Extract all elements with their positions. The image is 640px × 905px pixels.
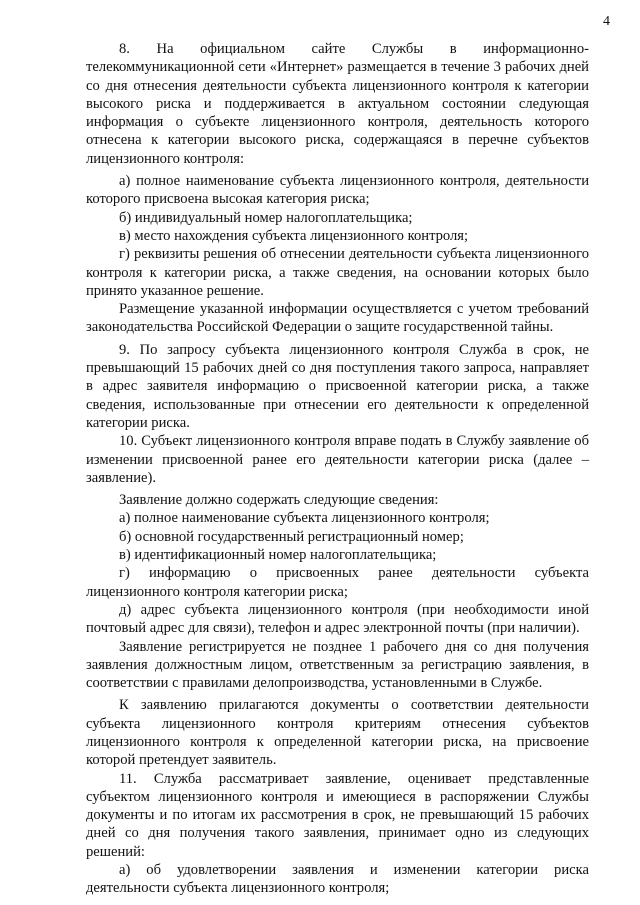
application-contents-intro: Заявление должно содержать следующие сведения:	[119, 492, 439, 509]
paragraph-9: 9. По запросу субъекта лицензионного контроля Служба в срок, не превышающий 15 рабочих дней со дня поступления такого запроса, направляет в адрес заявителя информацию о присвоенной категории риска, а также сведения, использованные при отнесении его деятельности к определенной категории риска.	[86, 341, 589, 431]
page-number: 4	[603, 14, 610, 29]
list-item-v: в) место нахождения субъекта лицензионного контроля;	[119, 227, 469, 244]
paragraph-disclosure-note: Размещение указанной информации осуществляется с учетом требований законодательства Российской Федерации о защите государственной тайны.	[86, 301, 589, 336]
application-item-d: д) адрес субъекта лицензионного контроля (при необходимости иной почтовый адрес для связи), телефон и адрес электронной почты (при наличии).	[86, 601, 589, 637]
decision-item-a: а) об удовлетворении заявления и изменении категории риска деятельности субъекта лицензионного контроля;	[86, 862, 589, 897]
attachments-paragraph: К заявлению прилагаются документы о соответствии деятельности субъекта лицензионного контроля критериям отнесения субъектов лицензионного контроля к определенной категории риска, на присвоение которой претендует заявитель.	[86, 697, 589, 769]
paragraph-8: 8. На официальном сайте Службы в информационно-телекоммуникационной сети «Интернет» размещается в течение 3 рабочих дней со дня отнесения деятельности субъекта лицензионного контроля к категории высокого риска и поддерживается в актуальном состоянии следующая информация о субъекте лицензионного контроля, деятельность которого отнесена к категории высокого риска, содержащаяся в перечне субъектов лицензионного контроля:	[86, 41, 589, 167]
list-item-b: б) индивидуальный номер налогоплательщика;	[119, 209, 413, 226]
registration-paragraph: Заявление регистрируется не позднее 1 рабочего дня со дня получения заявления должностным лицом, ответственным за регистрацию заявления, в соответствии с правилами делопроизводства, установленными в Службе.	[86, 638, 589, 692]
document-body	[86, 40, 589, 898]
list-item-g: г) реквизиты решения об отнесении деятельности субъекта лицензионного контроля к категории риска, а также сведения, на основании которых было принято указанное решение.	[86, 246, 589, 299]
application-item-b: б) основной государственный регистрационный номер;	[119, 528, 464, 545]
application-item-a: а) полное наименование субъекта лицензионного контроля;	[119, 510, 490, 527]
list-item-a: а) полное наименование субъекта лицензионного контроля, деятельности которого присвоена высокая категория риска;	[86, 173, 589, 208]
paragraph-10: 10. Субъект лицензионного контроля вправе подать в Службу заявление об изменении присвоенной ранее его деятельности категории риска (далее – заявление).	[86, 433, 589, 486]
paragraph-11: 11. Служба рассматривает заявление, оценивает представленные субъектом лицензионного контроля и имеющиеся в распоряжении Службы документы и по итогам их рассмотрения в срок, не превышающий 15 рабочих дней со дня получения такого заявления, принимает одно из следующих решений:	[86, 770, 589, 860]
application-item-v: в) идентификационный номер налогоплательщика;	[119, 547, 437, 564]
application-item-g: г) информацию о присвоенных ранее деятельности субъекта лицензионного контроля категории риска;	[86, 565, 589, 600]
